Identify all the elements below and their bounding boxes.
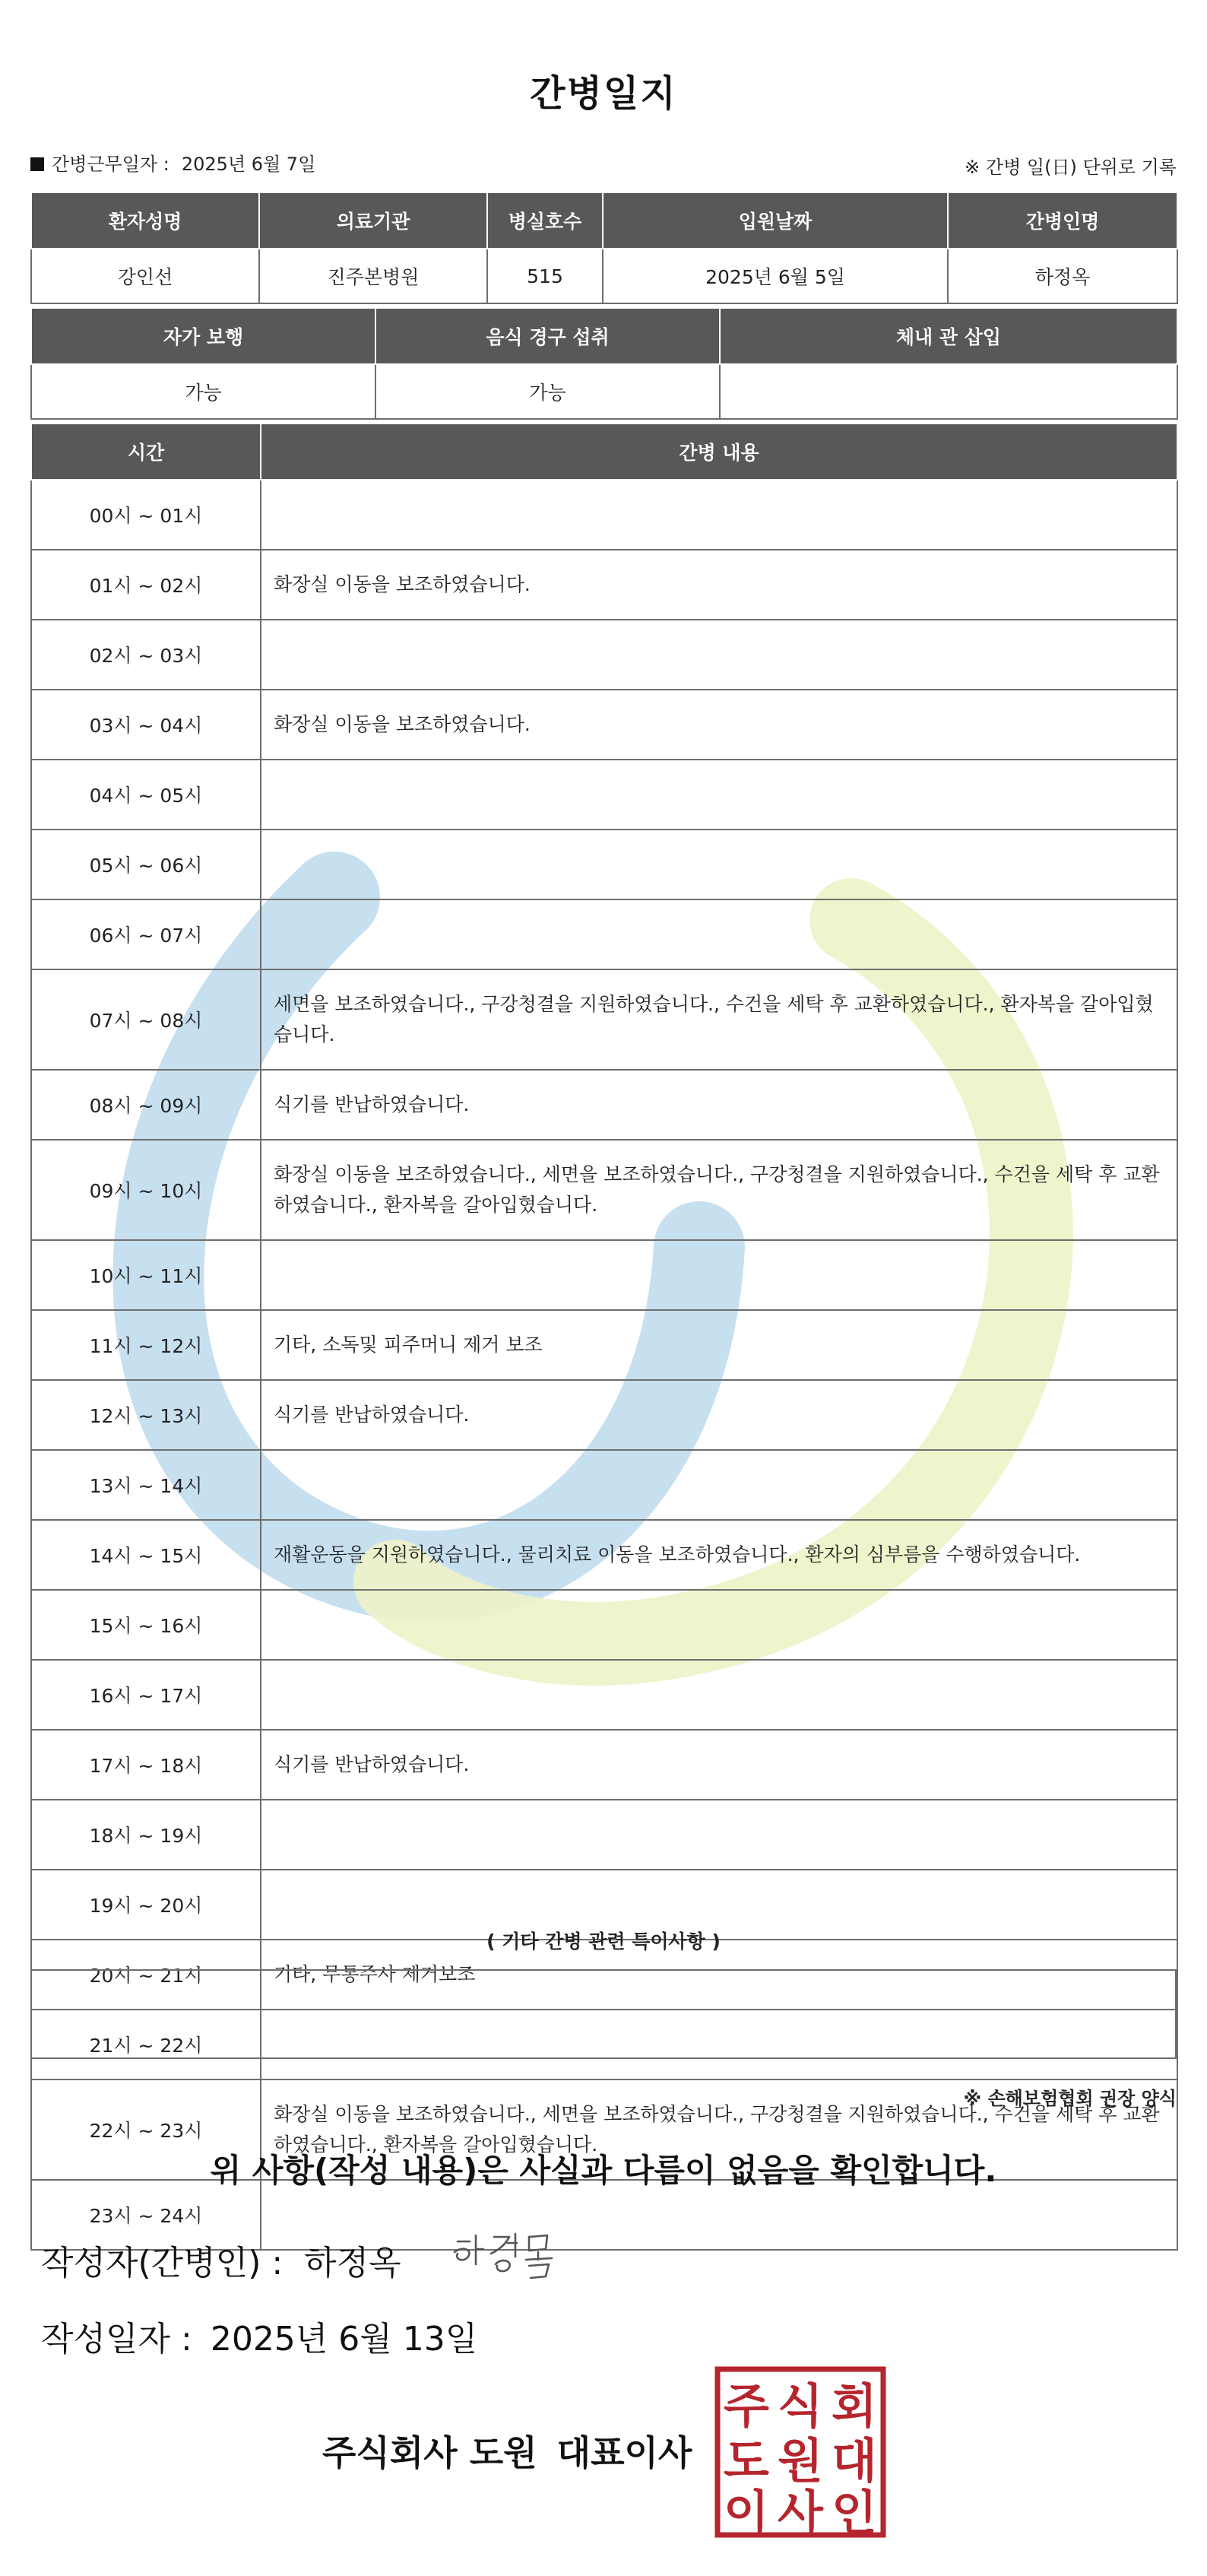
log-time: 23시 ~ 24시 [31,2180,261,2250]
log-row [31,1240,1177,1310]
log-time: 02시 ~ 03시 [31,620,261,690]
log-time: 00시 ~ 01시 [31,480,261,550]
write-date-value: 2025년 6월 13일 [210,2320,478,2359]
log-content [261,830,1177,899]
header-self-walking: 자가 보행 [31,308,375,364]
svg-text:식: 식 [778,2378,823,2434]
recommendation-note: ※ 손해보험협회 권장 양식 [963,2088,1177,2109]
header-tube-insertion: 체내 관 삽입 [720,308,1177,364]
log-row [31,480,1177,550]
log-content: 화장실 이동을 보조하였습니다., 세면을 보조하였습니다., 구강청결을 지원하였습니다., 수건을 세탁 후 교환하였습니다., 환자복을 갈아입혔습니다. [261,2080,1177,2180]
log-time: 01시 ~ 02시 [31,550,261,620]
patient-name: 강인선 [31,249,259,303]
header-time: 시간 [31,424,261,480]
log-row [31,1450,1177,1520]
log-time: 14시 ~ 15시 [31,1520,261,1590]
log-time: 09시 ~ 10시 [31,1140,261,1240]
svg-text:사: 사 [778,2485,823,2538]
patient-status-table [30,307,1178,420]
company-line [322,2425,692,2476]
log-content: 화장실 이동을 보조하였습니다. [261,550,1177,620]
log-row [31,1520,1177,1590]
log-content [261,899,1177,969]
confirmation-statement: 위 사항(작성 내용)은 사실과 다름이 없음을 확인합니다. [210,2152,997,2189]
work-date [30,149,315,176]
header-caregiver-name: 간병인명 [948,192,1177,249]
log-row [31,550,1177,620]
log-row [31,620,1177,690]
special-notes-title: ( 기타 간병 관련 특이사항 ) [486,1930,721,1953]
header-admission-date: 입원날짜 [603,192,948,249]
log-time: 10시 ~ 11시 [31,1240,261,1310]
handwritten-signature [447,2226,584,2287]
svg-text:원: 원 [778,2433,823,2489]
log-content [261,1450,1177,1520]
log-row [31,1380,1177,1450]
company-name: 주식회사 도원 [322,2432,537,2473]
log-content: 재활운동을 지원하였습니다., 물리치료 이동을 보조하였습니다., 환자의 심부름을 수행하였습니다. [261,1520,1177,1590]
status-header-row [31,308,1177,364]
page-title: 간병일지 [530,72,677,115]
company-ceo-title: 대표이사 [556,2432,692,2473]
meta-line [30,149,1177,179]
log-time: 07시 ~ 08시 [31,969,261,1070]
log-time: 18시 ~ 19시 [31,1800,261,1870]
self-walking-value: 가능 [31,364,375,419]
log-content [261,1800,1177,1870]
log-time: 19시 ~ 20시 [31,1870,261,1940]
work-date-label: 간병근무일자 : [52,154,169,175]
log-time: 03시 ~ 04시 [31,690,261,760]
svg-text:대: 대 [832,2433,877,2489]
log-time: 16시 ~ 17시 [31,1660,261,1730]
svg-text:이: 이 [724,2485,769,2538]
log-content: 식기를 반납하였습니다. [261,1730,1177,1800]
log-time: 05시 ~ 06시 [31,830,261,899]
company-seal-stamp [714,2366,886,2538]
log-time: 04시 ~ 05시 [31,760,261,830]
log-content: 식기를 반납하였습니다. [261,1380,1177,1450]
log-time: 12시 ~ 13시 [31,1380,261,1450]
log-content: 세면을 보조하였습니다., 구강청결을 지원하였습니다., 수건을 세탁 후 교환하였습니다., 환자복을 갈아입혔습니다. [261,969,1177,1070]
log-time: 13시 ~ 14시 [31,1450,261,1520]
log-time: 15시 ~ 16시 [31,1590,261,1660]
caregiver-name: 하정옥 [948,249,1177,303]
patient-info-header-row [31,192,1177,249]
hospital-name: 진주본병원 [259,249,487,303]
header-oral-intake: 음식 경구 섭취 [375,308,720,364]
svg-text:주: 주 [724,2378,769,2434]
log-content [261,620,1177,690]
log-content [261,1660,1177,1730]
header-care-content: 간병 내용 [261,424,1177,480]
log-row [31,1800,1177,1870]
header-room-number: 병실호수 [487,192,603,249]
log-content [261,1590,1177,1660]
log-row [31,760,1177,830]
header-hospital: 의료기관 [259,192,487,249]
work-date-value: 2025년 6월 7일 [181,154,316,175]
log-time: 20시 ~ 21시 [31,1940,261,2010]
special-notes-box [30,1969,1177,2059]
log-content: 화장실 이동을 보조하였습니다., 세면을 보조하였습니다., 구강청결을 지원하였습니다., 수건을 세탁 후 교환하였습니다., 환자복을 갈아입혔습니다. [261,1140,1177,1240]
log-row [31,1140,1177,1240]
log-row [31,1730,1177,1800]
header-patient-name: 환자성명 [31,192,259,249]
log-row [31,1590,1177,1660]
log-content [261,480,1177,550]
log-row [31,1660,1177,1730]
tube-insertion-value [720,364,1177,419]
log-row [31,1070,1177,1140]
patient-info-table [30,192,1178,304]
record-unit-note: ※ 간병 일(日) 단위로 기록 [965,157,1177,178]
status-value-row [31,364,1177,419]
write-date-line [41,2311,477,2360]
log-time: 22시 ~ 23시 [31,2080,261,2180]
log-content [261,760,1177,830]
write-date-label: 작성일자 : [41,2320,192,2359]
log-row [31,899,1177,969]
writer-name: 하정옥 [304,2244,401,2283]
svg-text:도: 도 [724,2433,769,2489]
log-row [31,830,1177,899]
log-time: 21시 ~ 22시 [31,2010,261,2080]
log-header-row [31,424,1177,480]
log-row [31,969,1177,1070]
svg-text:인: 인 [832,2485,877,2538]
log-content [261,1240,1177,1310]
oral-intake-value: 가능 [375,364,720,419]
log-content: 화장실 이동을 보조하였습니다. [261,690,1177,760]
square-bullet-icon [30,157,44,171]
log-time: 17시 ~ 18시 [31,1730,261,1800]
log-time: 11시 ~ 12시 [31,1310,261,1380]
log-content: 식기를 반납하였습니다. [261,1070,1177,1140]
writer-label: 작성자(간병인) : [41,2244,284,2283]
svg-text:회: 회 [832,2378,877,2434]
log-time: 08시 ~ 09시 [31,1070,261,1140]
log-row [31,690,1177,760]
log-content: 기타, 무통주사 제거보조 [261,1940,1177,2010]
room-number: 515 [487,249,603,303]
writer-line [41,2235,401,2284]
log-row [31,1310,1177,1380]
patient-info-value-row [31,249,1177,303]
admission-date: 2025년 6월 5일 [603,249,948,303]
log-content: 기타, 소독및 피주머니 제거 보조 [261,1310,1177,1380]
log-time: 06시 ~ 07시 [31,899,261,969]
